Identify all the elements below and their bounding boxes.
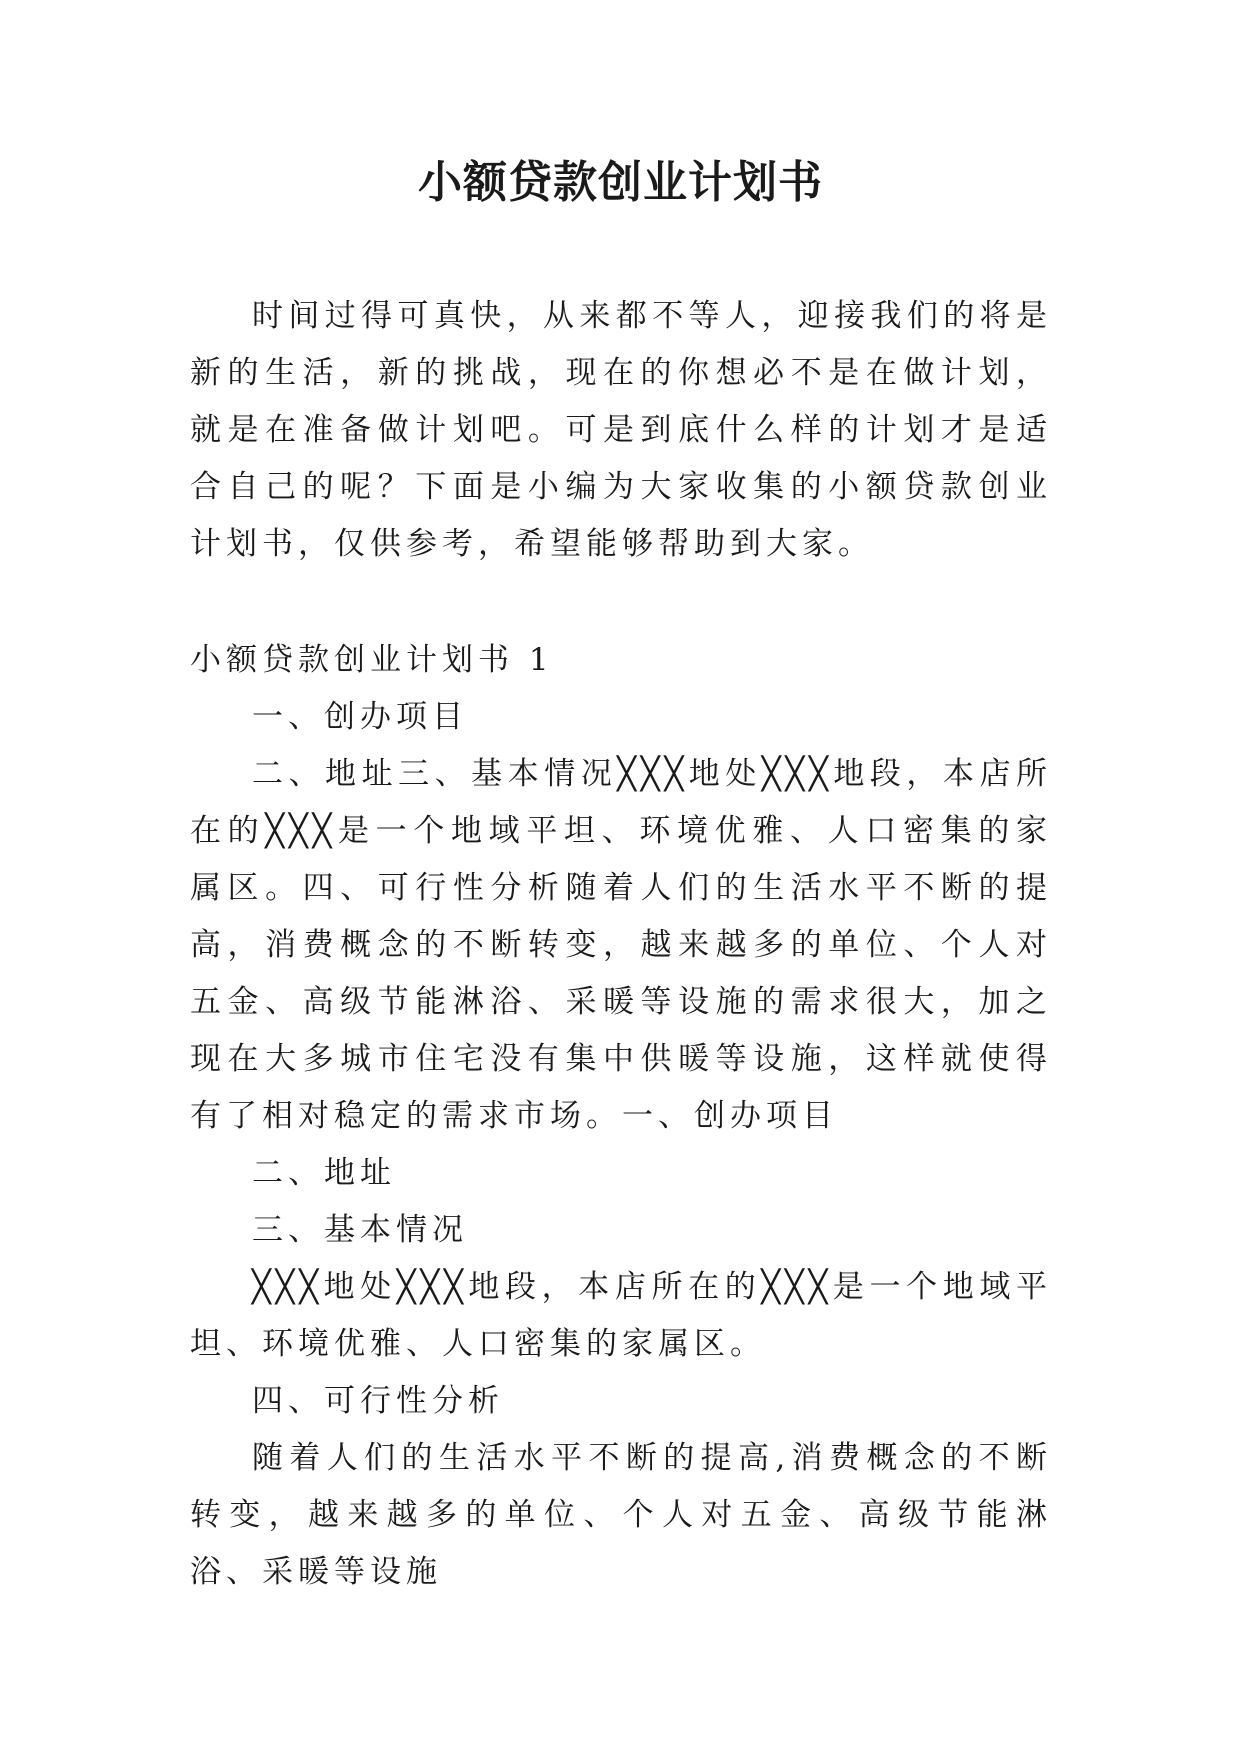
document-body xyxy=(190,288,1052,1601)
paragraph-item: 随着人们的生活水平不断的提高,消费概念的不断转变，越来越多的单位、个人对五金、高级节能淋浴、采暖等设施 xyxy=(190,1440,1052,1590)
paragraph-item: 三、基本情况 xyxy=(252,1212,468,1248)
intro-paragraph: 时间过得可真快，从来都不等人，迎接我们的将是新的生活，新的挑战，现在的你想必不是在做计划，就是在准备做计划吧。可是到底什么样的计划才是适合自己的呢？下面是小编为大家收集的小额贷款创业计划书，仅供参考，希望能够帮助到大家。 xyxy=(190,298,1052,562)
paragraph-item: 一、创办项目 xyxy=(252,699,468,735)
paragraph-item: 四、可行性分析 xyxy=(252,1383,504,1419)
section-heading: 小额贷款创业计划书 1 xyxy=(190,642,554,678)
document-title: 小额贷款创业计划书 xyxy=(418,157,823,208)
paragraph-item: 二、地址三、基本情况╳╳╳地处╳╳╳地段，本店所在的╳╳╳是一个地域平坦、环境优雅、人口密集的家属区。四、可行性分析随着人们的生活水平不断的提高，消费概念的不断转变，越来越多的单位、个人对五金、高级节能淋浴、采暖等设施的需求很大，加之现在大多城市住宅没有集中供暖等设施，这样就使得有了相对稳定的需求市场。一、创办项目 xyxy=(190,756,1052,1134)
paragraph-item: 二、地址 xyxy=(252,1155,396,1191)
paragraph-item: ╳╳╳地处╳╳╳地段，本店所在的╳╳╳是一个地域平坦、环境优雅、人口密集的家属区。 xyxy=(190,1269,1052,1362)
